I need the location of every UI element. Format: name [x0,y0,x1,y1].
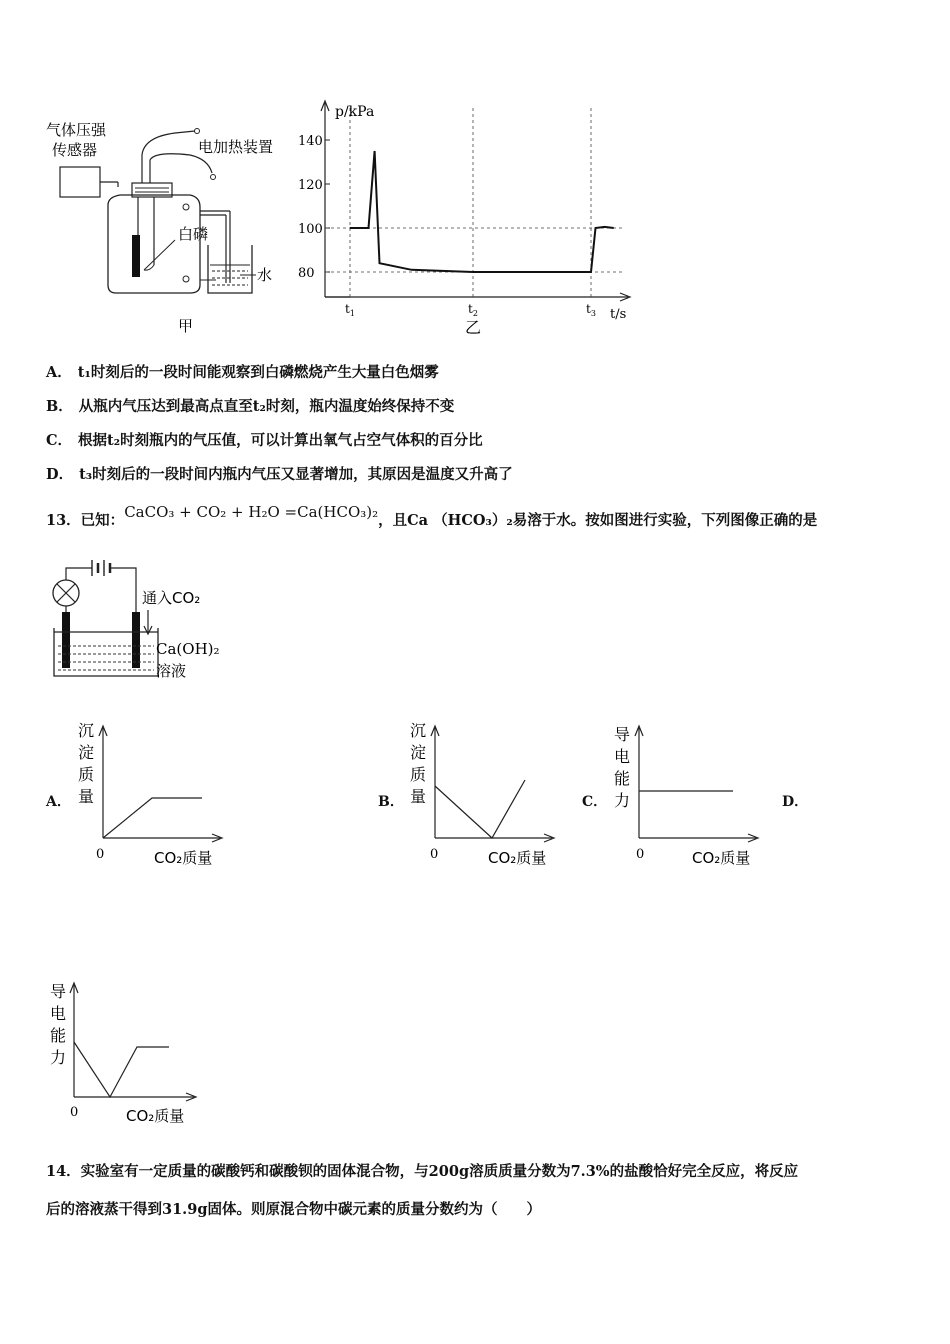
option-letter: A． [46,364,72,381]
chart-caption-yi: 乙 [465,318,482,337]
ylabel-char: 质 [410,765,427,784]
sensor-label-2: 传感器 [52,141,98,159]
ylabel-char: 电 [50,1004,67,1023]
option-text: 根据t₂时刻瓶内的气压值，可以计算出氧气占空气体积的百分比 [78,432,483,449]
solution-label-2: 溶液 [156,662,187,680]
q12-option-a [46,361,439,382]
phosphorus-label: 白磷 [178,225,209,243]
q13-graph-b [402,718,562,873]
ylabel-char: 力 [614,791,631,810]
co2-input-label: 通入CO₂ [142,589,201,607]
y-tick-label: 120 [298,178,323,193]
option-letter: B． [46,398,73,415]
option-text: t₃时刻后的一段时间内瓶内气压又显著增加，其原因是温度又升高了 [79,466,513,483]
ylabel-char: 量 [78,787,95,806]
q14-line-2: 后的溶液蒸干得到31.9g固体。则原混合物中碳元素的质量分数约为（ ） [46,1201,541,1218]
ylabel-char: 淀 [78,743,95,762]
q13-option-b-letter: B． [378,794,404,810]
q13-option-c-letter: C． [582,794,608,810]
x-tick-label: $t_2$ [468,302,478,318]
q13-graph-d [44,975,204,1130]
q13-number: 13．已知： [46,512,125,529]
q13-text: ，且Ca （HCO₃）₂易溶于水。按如图进行实验，下列图像正确的是 [378,512,818,529]
curve-line [103,798,202,838]
ylabel-char: 淀 [410,743,427,762]
sensor-label-1: 气体压强 [46,121,107,139]
xlabel: CO₂质量 [126,1107,185,1125]
pressure-chart-yi [295,95,640,345]
pressure-series-line [350,151,614,272]
ylabel-char: 导 [50,982,67,1001]
curve-line [435,780,525,838]
phosphorus-rod [132,235,140,277]
xlabel: CO₂质量 [488,849,547,867]
xlabel: CO₂质量 [692,849,751,867]
electrode-right [132,612,140,668]
y-tick-label: 100 [298,222,323,237]
y-axis-label: p/kPa [335,104,375,120]
x-tick-label: $t_3$ [586,302,596,318]
ylabel-char: 沉 [410,721,427,740]
origin-label: 0 [70,1105,79,1120]
q13-option-a-letter: A． [46,794,71,810]
option-text: 从瓶内气压达到最高点直至t₂时刻，瓶内温度始终保持不变 [78,398,455,415]
ylabel-char: 能 [614,769,631,788]
ylabel-char: 沉 [78,721,95,740]
electrolysis-apparatus [40,550,260,685]
ylabel-char: 量 [410,787,427,806]
sensor-box [60,167,100,197]
q13-graph-c [606,718,766,873]
x-axis-label: t/s [610,307,627,322]
electrode-left [62,612,70,668]
q13-formula: CaCO₃ + CO₂ + H₂O =Ca(HCO₃)₂ [124,503,379,521]
ylabel-char: 力 [50,1048,67,1067]
q12-option-c [46,429,483,450]
x-tick-label: $t_1$ [345,302,355,318]
q13-graph-a [70,718,230,873]
option-text: t₁时刻后的一段时间能观察到白磷燃烧产生大量白色烟雾 [77,364,439,381]
origin-label: 0 [430,847,439,862]
water-label: 水 [257,266,273,284]
ylabel-char: 电 [614,747,631,766]
option-letter: D． [46,466,74,483]
origin-label: 0 [96,847,105,862]
q12-option-d [46,463,513,484]
heater-label: 电加热装置 [198,138,274,156]
figure-caption-jia: 甲 [178,317,194,335]
q12-option-b [46,395,454,416]
option-letter: C． [46,432,73,449]
q13-stem [46,503,818,530]
y-tick-label: 140 [298,134,323,149]
ylabel-char: 质 [78,765,95,784]
origin-label: 0 [636,847,645,862]
curve-line [74,1042,169,1097]
apparatus-figure-jia [40,115,300,340]
xlabel: CO₂质量 [154,849,213,867]
q13-option-d-letter: D． [782,794,809,810]
ylabel-char: 能 [50,1026,67,1045]
solution-label-1: Ca(OH)₂ [156,640,220,658]
ylabel-char: 导 [614,725,631,744]
q14-line-1: 14．实验室有一定质量的碳酸钙和碳酸钡的固体混合物，与200g溶质质量分数为7.3%的盐酸恰好完全反应，将反应 [46,1163,799,1180]
y-tick-label: 80 [298,266,315,281]
